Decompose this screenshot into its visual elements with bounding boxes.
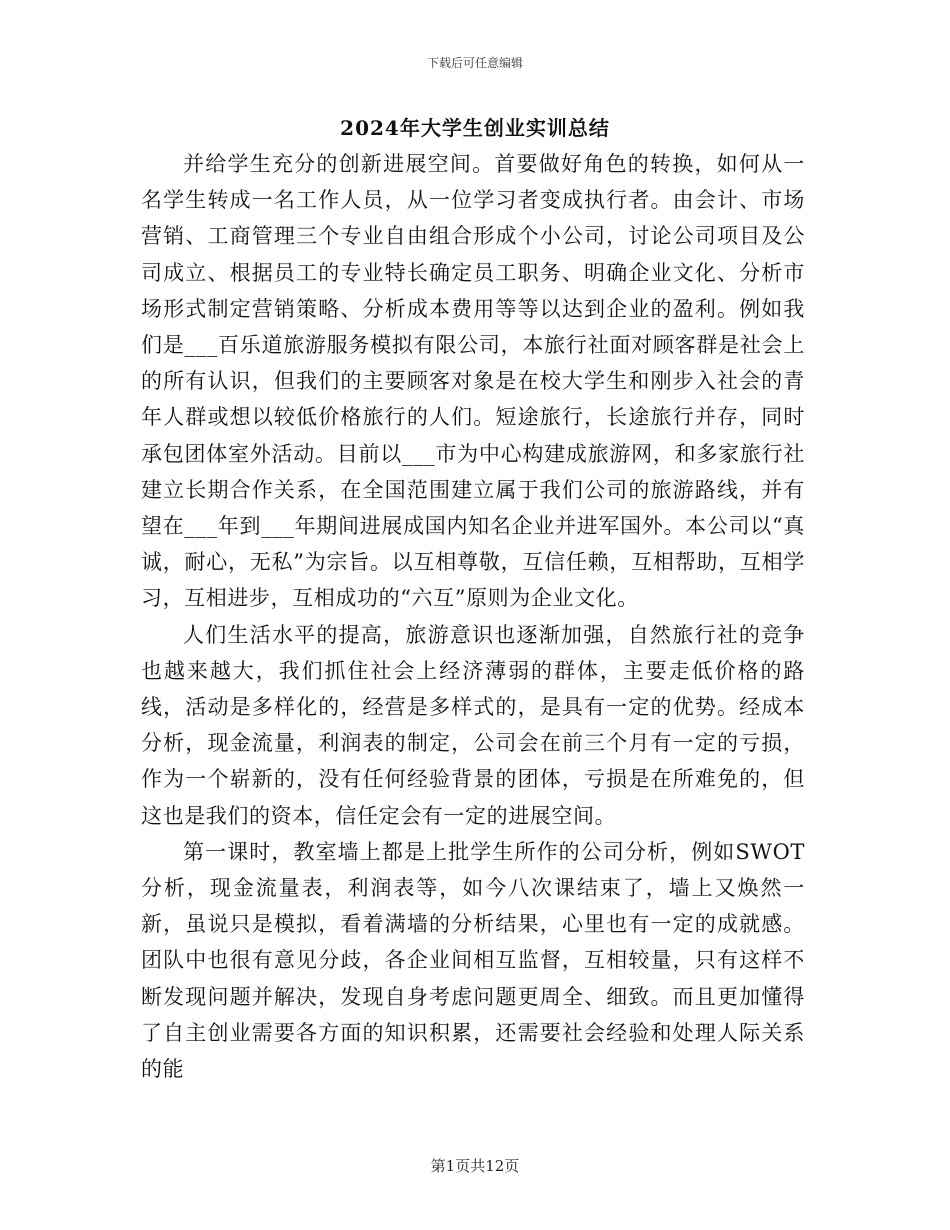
document-body <box>141 146 805 1087</box>
page-number-label: 第1页共12页 <box>430 1157 520 1175</box>
paragraph-1: 并给学生充分的创新进展空间。首要做好角色的转换，如何从一名学生转成一名工作人员，从一位学习者变成执行者。由会计、市场营销、工商管理三个专业自由组合形成个小公司，讨论公司项目及公司成立、根据员工的专业特长确定员工职务、明确企业文化、分析市场形式制定营销策略、分析成本费用等等以达到企业的盈利。例如我们是___百乐道旅游服务模拟有限公司，本旅行社面对顾客群是社会上的所有认识，但我们的主要顾客对象是在校大学生和刚步入社会的青年人群或想以较低价格旅行的人们。短途旅行，长途旅行并存，同时承包团体室外活动。目前以___市为中心构建成旅游网，和多家旅行社建立长期合作关系，在全国范围建立属于我们公司的旅游路线，并有望在___年到___年期间进展成国内知名企业并进军国外。本公司以“真诚，耐心，无私”为宗旨。以互相尊敬，互信任赖，互相帮助，互相学习，互相进步，互相成功的“六互”原则为企业文化。 <box>141 152 805 611</box>
paragraph-3: 第一课时，教室墙上都是上批学生所作的公司分析，例如SWOT分析，现金流量表，利润表等，如今八次课结束了，墙上又焕然一新，虽说只是模拟，看着满墙的分析结果，心里也有一定的成就感。团队中也很有意见分歧，各企业间相互监督，互相较量，只有这样不断发现问题并解决，发现自身考虑问题更周全、细致。而且更加懂得了自主创业需要各方面的知识积累，还需要社会经验和处理人际关系的能 <box>141 839 805 1082</box>
page-footer <box>0 1155 950 1176</box>
document-title: 2024年大学生创业实训总结 <box>340 116 610 140</box>
paragraph-2: 人们生活水平的提高，旅游意识也逐渐加强，自然旅行社的竞争也越来越大，我们抓住社会上经济薄弱的群体，主要走低价格的路线，活动是多样化的，经营是多样式的，是具有一定的优势。经成本分析，现金流量，利润表的制定，公司会在前三个月有一定的亏损，作为一个崭新的，没有任何经验背景的团体，亏损是在所难免的，但这也是我们的资本，信任定会有一定的进展空间。 <box>141 622 805 828</box>
header-note: 下载后可任意编辑 <box>426 56 523 70</box>
